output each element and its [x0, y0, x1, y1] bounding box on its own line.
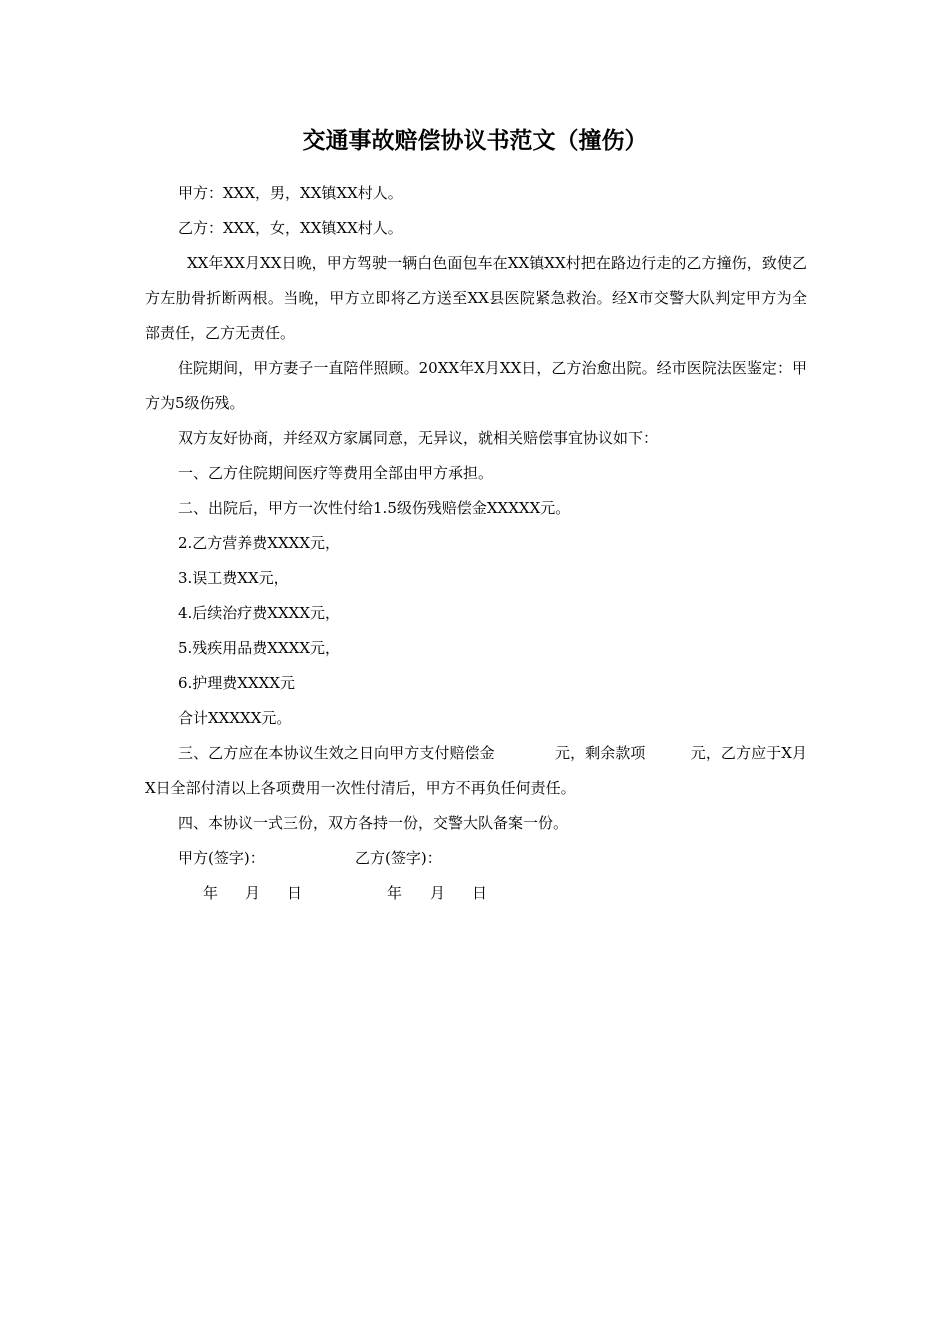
clause-4: 四、本协议一式三份，双方各持一份，交警大队备案一份。 [178, 814, 569, 832]
paragraph-party-a: 甲方：XXX，男，XX镇XX村人。 [178, 184, 403, 202]
item-lost-work-fee: 3.误工费XX元， [178, 569, 289, 587]
party-b-month-label: 月 [430, 884, 446, 902]
paragraph-accident: XX年XX月XX日晚，甲方驾驶一辆白色面包车在XX镇XX村把在路边行走的乙方撞伤，致使乙方左肋骨折断两根。当晚，甲方立即将乙方送至XX县医院紧急救治。经X市交警大队判定甲方为全部责任，乙方无责任。 [145, 254, 807, 342]
clause-2: 二、出院后，甲方一次性付给1.5级伤残赔偿金XXXXX元。 [178, 499, 571, 517]
signature-row [145, 841, 807, 876]
party-b-day-label: 日 [472, 884, 488, 902]
item-total: 合计XXXXX元。 [178, 709, 292, 727]
party-a-signature-label: 甲方(签字)： [178, 849, 265, 867]
clause-1: 一、乙方住院期间医疗等费用全部由甲方承担。 [178, 464, 494, 482]
item-nursing-fee: 6.护理费XXXX元 [178, 674, 296, 692]
clause-3: 三、乙方应在本协议生效之日向甲方支付赔偿金 元，剩余款项 元，乙方应于X月X日全部付清以上各项费用一次性付清后，甲方不再负任何责任。 [145, 744, 807, 797]
party-a-year-label: 年 [203, 884, 219, 902]
paragraph-party-b: 乙方：XXX，女，XX镇XX村人。 [178, 219, 403, 237]
date-row [145, 876, 807, 911]
item-disability-supplies-fee: 5.残疾用品费XXXX元， [178, 639, 341, 657]
party-a-day-label: 日 [287, 884, 303, 902]
paragraph-negotiation: 双方友好协商，并经双方家属同意，无异议，就相关赔偿事宜协议如下： [178, 429, 659, 447]
paragraph-hospital: 住院期间，甲方妻子一直陪伴照顾。20XX年X月XX日，乙方治愈出院。经市医院法医鉴定：甲方为5级伤残。 [145, 359, 807, 412]
item-nutrition-fee: 2.乙方营养费XXXX元， [178, 534, 341, 552]
party-b-signature-label: 乙方(签字)： [355, 849, 442, 867]
document-body [145, 176, 807, 911]
item-follow-up-treatment-fee: 4.后续治疗费XXXX元， [178, 604, 341, 622]
document-title: 交通事故赔偿协议书范文（撞伤） [302, 128, 648, 154]
party-b-year-label: 年 [387, 884, 403, 902]
party-a-month-label: 月 [245, 884, 261, 902]
